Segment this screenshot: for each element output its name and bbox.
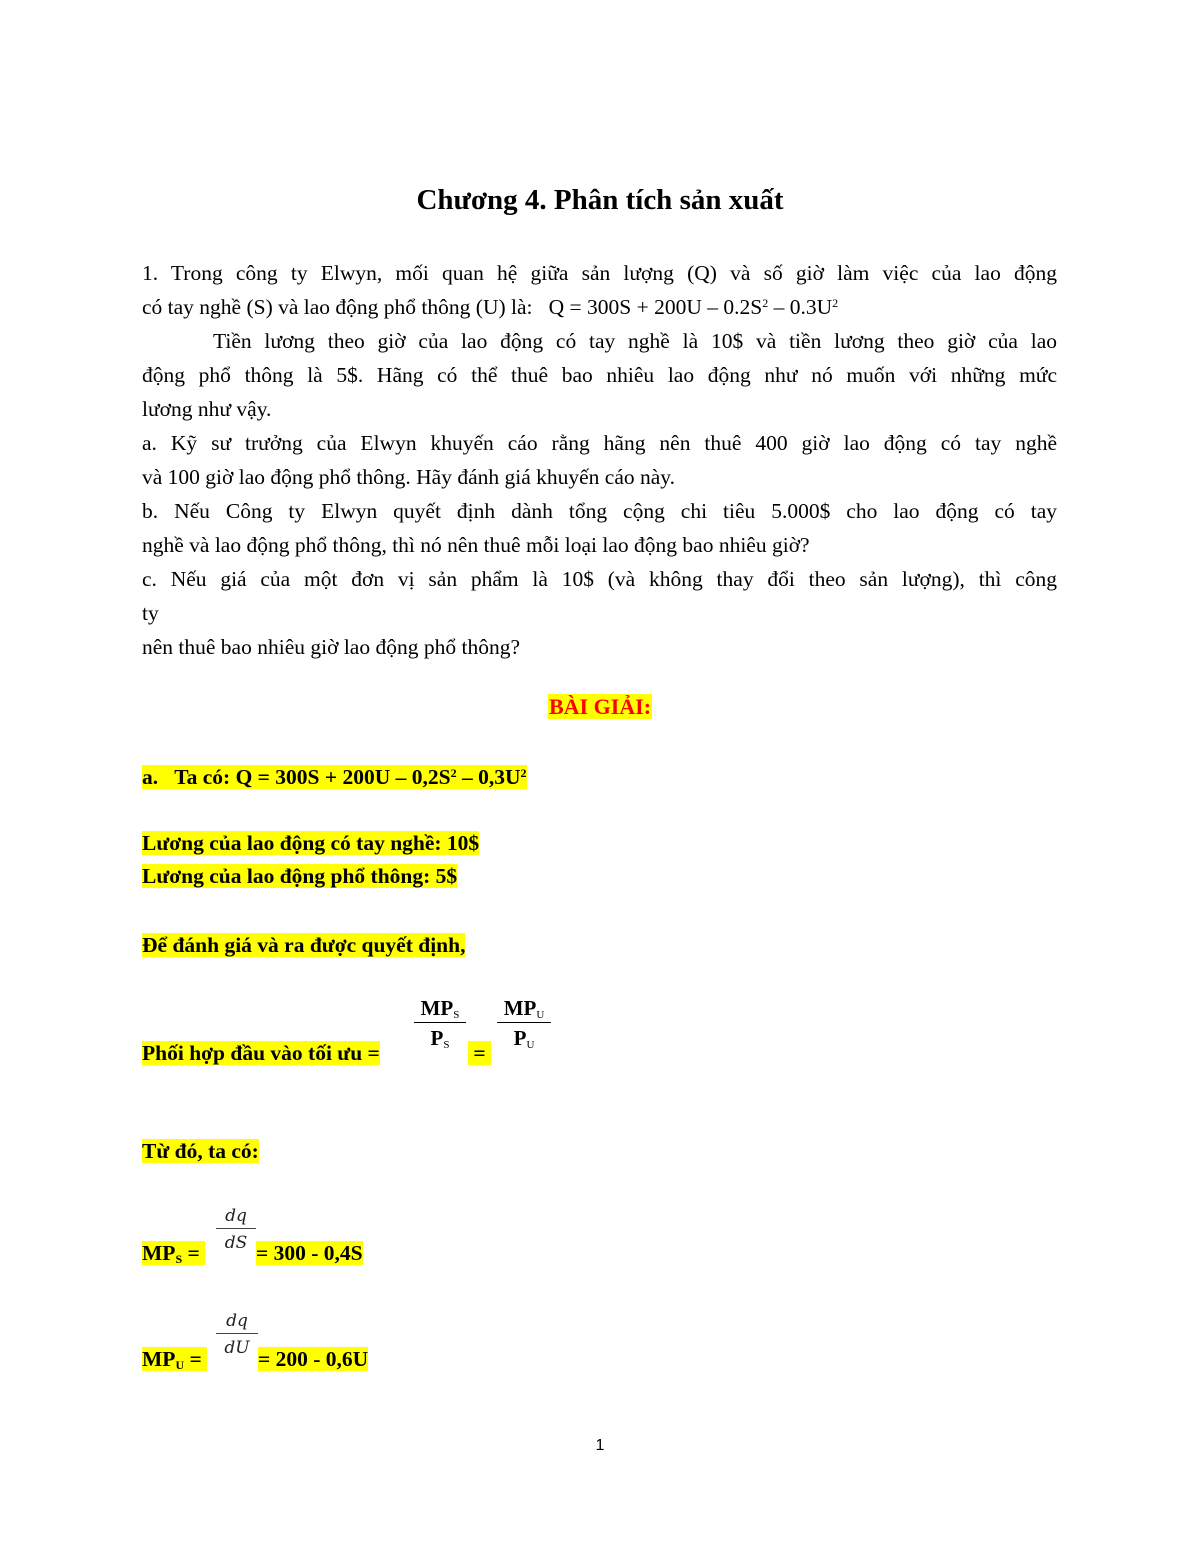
problem-line-4: động phổ thông là 5$. Hãng có thể thuê bao nhiêu lao động như nó muốn với những mức: [142, 363, 1057, 387]
page-title: Chương 4. Phân tích sản xuất: [416, 184, 784, 216]
question-c-line-3: nên thuê bao nhiêu giờ lao động phổ thông?: [142, 635, 520, 659]
solution-heading: BÀI GIẢI:: [548, 694, 652, 719]
wage-skilled: Lương của lao động có tay nghề: 10$: [142, 831, 480, 855]
question-a-line-1: a. Kỹ sư trưởng của Elwyn khuyến cáo rằng hãng nên thuê 400 giờ lao động có tay nghề: [142, 431, 1057, 455]
problem-line-5: lương như vậy.: [142, 397, 272, 421]
production-function: $Q = 300S + 200U - 0.2S^2 - 0.3U^2$: [548, 295, 839, 319]
problem-line-2: [142, 290, 838, 324]
problem-line-2-text: có tay nghề (S) và lao động phổ thông (U) là:: [142, 295, 533, 319]
question-a-line-2: và 100 giờ lao động phổ thông. Hãy đánh giá khuyến cáo này.: [142, 465, 676, 489]
from-there-label: Từ đó, ta có:: [142, 1139, 259, 1163]
question-c-line-1: c. Nếu giá của một đơn vị sản phẩm là 10$ (và không thay đổi theo sản lượng), thì công: [142, 567, 1057, 591]
mps-label: $MP_S$ =: [142, 1238, 205, 1268]
mps-result: = 300 - 0,4S: [256, 1241, 363, 1265]
evaluate-sentence: Để đánh giá và ra được quyết định,: [142, 933, 466, 957]
mpu-label: $MP_U$ =: [142, 1344, 207, 1374]
optimal-combination-label: Phối hợp đầu vào tối ưu =: [142, 1041, 380, 1065]
derivative-dq-du: $\frac{dq}{dU}$: [216, 1311, 258, 1358]
question-b-line-2: nghề và lao động phổ thông, thì nó nên thuê mỗi loại lao động bao nhiêu giờ?: [142, 533, 810, 557]
fraction-mpu-over-pu: $MP_U$ $P_U$: [497, 996, 551, 1051]
page-number: 1: [595, 1437, 605, 1454]
derivative-dq-ds: $\frac{dq}{dS}$: [216, 1206, 256, 1253]
solution-a-formula: a. Ta có: $Q = 300S + 200U - 0,2S^2 - 0,3U^2$: [142, 765, 527, 789]
equals-sign: =: [468, 1038, 491, 1068]
problem-line-3: Tiền lương theo giờ của lao động có tay nghề là 10$ và tiền lương theo giờ của lao: [213, 329, 1057, 353]
question-b-line-1: b. Nếu Công ty Elwyn quyết định dành tổng cộng chi tiêu 5.000$ cho lao động có tay: [142, 499, 1057, 523]
wage-unskilled: Lương của lao động phổ thông: 5$: [142, 864, 458, 888]
problem-line-1: 1. Trong công ty Elwyn, mối quan hệ giữa sản lượng (Q) và số giờ làm việc của lao động: [142, 261, 1057, 285]
question-c-line-2: ty: [142, 601, 159, 625]
fraction-mps-over-ps: $MP_S$ $P_S$: [414, 996, 466, 1051]
mpu-result: = 200 - 0,6U: [258, 1347, 369, 1371]
